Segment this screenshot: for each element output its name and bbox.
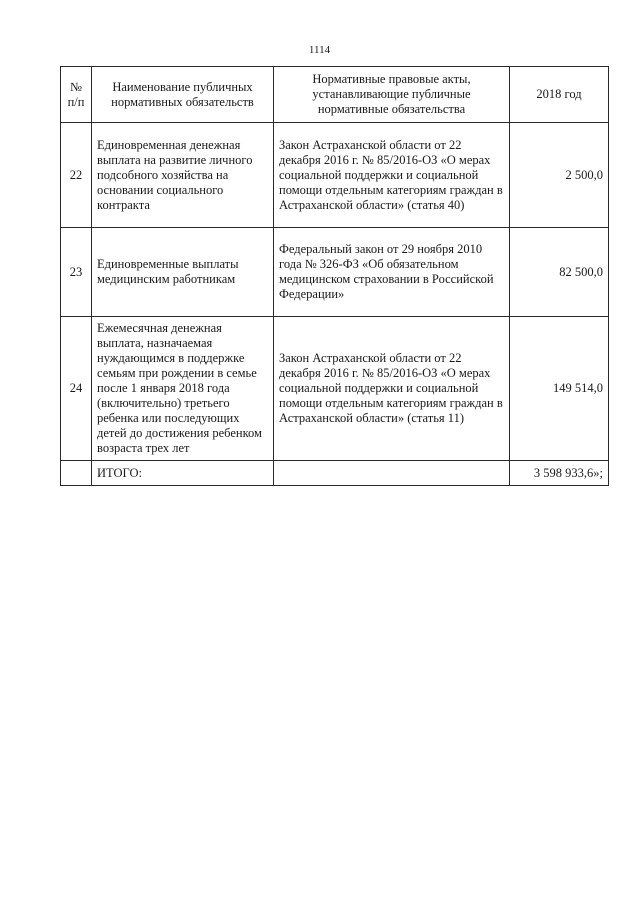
header-name: Наименование публичных нормативных обязательств (92, 67, 274, 123)
total-row (61, 461, 609, 486)
page-number: 1114 (308, 44, 331, 56)
total-acts-cell (274, 461, 510, 486)
obligations-table (60, 66, 609, 486)
row-acts: Закон Астраханской области от 22 декабря 2016 г. № 85/2016-ОЗ «О мерах социальной поддержки и социальной помощи отдельным категориям граждан в Астраханской области» (статья 11) (274, 317, 510, 461)
row-acts: Закон Астраханской области от 22 декабря 2016 г. № 85/2016-ОЗ «О мерах социальной поддержки и социальной помощи отдельным категориям граждан в Астраханской области» (статья 40) (274, 123, 510, 228)
row-acts: Федеральный закон от 29 ноября 2010 года № 326-ФЗ «Об обязательном медицинском страховании в Российской Федерации» (274, 228, 510, 317)
table-row (61, 228, 609, 317)
row-amount: 82 500,0 (510, 228, 609, 317)
row-amount: 149 514,0 (510, 317, 609, 461)
row-name: Единовременная денежная выплата на развитие личного подсобного хозяйства на основании социального контракта (92, 123, 274, 228)
header-acts: Нормативные правовые акты, устанавливающие публичные нормативные обязательства (274, 67, 510, 123)
row-num: 23 (61, 228, 92, 317)
table-row (61, 317, 609, 461)
row-name: Ежемесячная денежная выплата, назначаемая нуждающимся в поддержке семьям при рождении в семье после 1 января 2018 года (включительно) третьего ребенка или последующих детей до достижения ребенком возраста трех лет (92, 317, 274, 461)
table-header-row (61, 67, 609, 123)
header-year: 2018 год (510, 67, 609, 123)
total-amount: 3 598 933,6»; (510, 461, 609, 486)
row-amount: 2 500,0 (510, 123, 609, 228)
row-num: 24 (61, 317, 92, 461)
total-label: ИТОГО: (92, 461, 274, 486)
total-num-cell (61, 461, 92, 486)
header-num: № п/п (61, 67, 92, 123)
row-name: Единовременные выплаты медицинским работникам (92, 228, 274, 317)
row-num: 22 (61, 123, 92, 228)
table-row (61, 123, 609, 228)
